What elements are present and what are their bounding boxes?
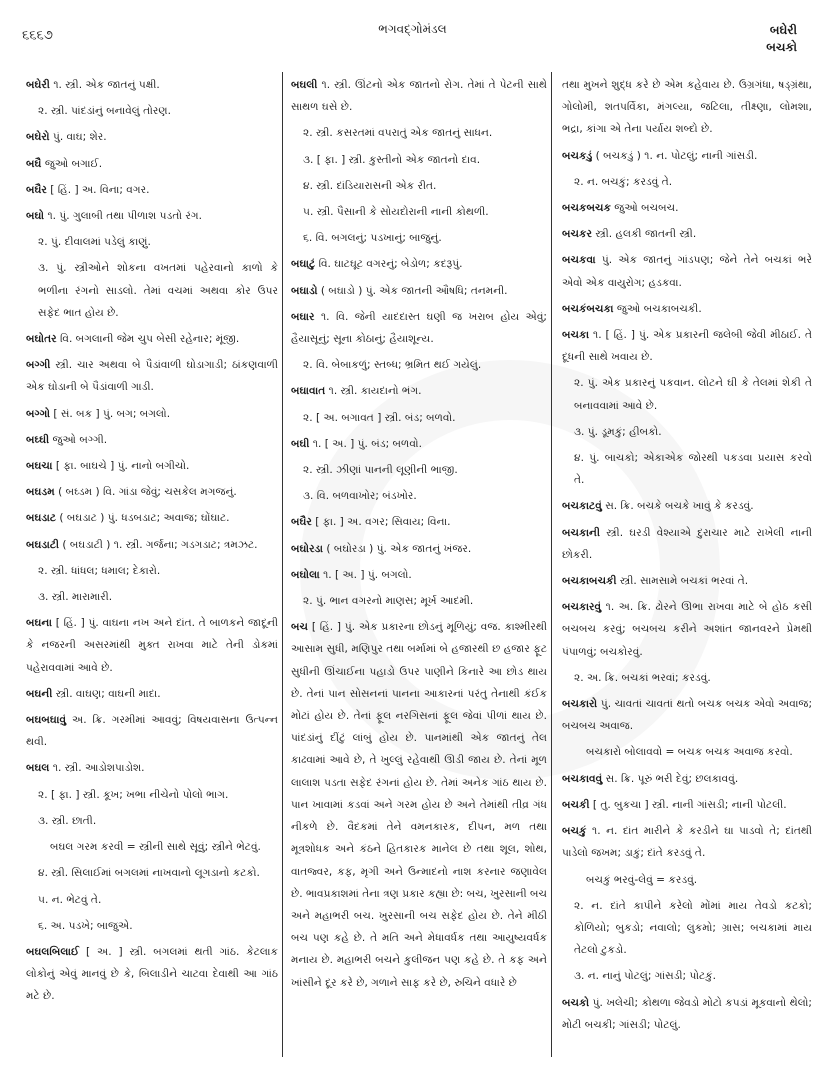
headword: બગ્ગી: [26, 359, 51, 372]
definition: [ હિં. ] પું. એક પ્રકારના છોડનું મૂળિયું; વજ. કાશ્મીરથી આસામ સુધી, મણિપુર તથા બર્મામાં બે હજારથી છ હજાર ફૂટ સુધીની ઊંચાઈના પહાડો ઉપર પાણીને કિનારે આ છોડ થાય છે. તેનાં પાન સોસનનાં પાનના આકારનાં પરંતુ તેનાથી કંઈક મોટાં હોય છે. તેનાં ફૂલ નરગિસનાં ફૂલ જેવાં પીળાં થાય છે. પાંદડાંનું દીંટું લાંબું હોય છે. પાનમાંથી એક જાતનું તેલ કાઢવામાં આવે છે, તે ખુલ્લું રહેવાથી ઊડી જાય છે. તેનાં મૂળ લાલાશ પડતા સફેદ રંગનાં હોય છે. તેમાં અનેક ગાંઠ થાય છે. પાન ખાવામાં કડવાં અને ગરમ હોય છે અને તેમાંથી તીવ્ર ગંધ નીકળે છે. વૈદકમાં તેને વમનકારક, દીપન, મળ તથા મૂત્રશોધક અને કંઠને હિતકારક માનેલ છે તથા શૂલ, શોથ, વાતજ્વર, કફ, મૃગી અને ઉન્માદનો નાશ કરનાર જણાવેલ છે. ભાવપ્રકાશમાં તેના ત્રણ પ્રકાર કહ્યા છે: બચ, ખુરસાની બચ અને મહાભરી બચ. ખુરસાની બચ સફેદ હોય છે. તેને મીઠી બચ પણ કહે છે. તે મતિ અને મેધાવર્ધક તથા આયુષ્યવર્ધક મનાય છે. મહાભરી બચને કુલીજન પણ કહે છે. તે કફ અને ખાંસીને દૂર કરે છે, ગળાને સાફ કરે છે, રુચિને વધારે છે: [291, 621, 547, 989]
dictionary-entry: [291, 74, 547, 118]
dictionary-entry: [291, 253, 547, 275]
definition: પું. ખલેચી; કોથળા જેવડો મોટો કપડાં મૂકવાનો થેલો; મોટી બચકી; ગાંસડી; પોટલું.: [562, 996, 812, 1031]
dictionary-entry: [562, 145, 812, 167]
running-title: ભગવદ્ગોમંડલ: [378, 22, 447, 36]
headword: બઘૈર: [291, 516, 312, 529]
definition: ૬. અ. પડખે; બાજુએ.: [38, 919, 133, 932]
definition: ૧. [ અ. ] પું. બગલો.: [323, 568, 412, 581]
definition: સ્ત્રી. હલકી જાતની સ્ત્રી.: [595, 228, 697, 241]
headword: બઘાર: [291, 310, 315, 323]
dictionary-entry: [26, 429, 278, 451]
entry-sense: [291, 201, 547, 223]
dictionary-entry: [26, 534, 278, 556]
dictionary-entry: [26, 328, 278, 350]
headword: બચ: [291, 621, 308, 634]
headword: બઘલી: [291, 79, 318, 91]
column-1: [26, 74, 278, 1012]
headword: બઘાવાત: [291, 385, 326, 398]
definition: પું. વાઘ; શેર.: [52, 131, 107, 144]
entry-sense: [562, 895, 812, 962]
headword: બઘની: [26, 687, 53, 700]
column-2: [291, 74, 547, 998]
headword: બઘલ: [26, 762, 50, 775]
entry-sense: [26, 810, 278, 832]
headword: બચકી: [562, 798, 590, 811]
dictionary-entry: [562, 596, 812, 663]
entry-sense: [562, 372, 812, 416]
page-header: [0, 0, 825, 72]
headword: બઘોલા: [291, 568, 320, 581]
dictionary-entry: [562, 223, 812, 245]
guide-words: [766, 22, 797, 56]
guide-word-last: બચકો: [766, 40, 797, 54]
headword: બઘચા: [26, 460, 53, 473]
headword: બઘબઘાવું: [26, 714, 67, 727]
entry-sense: [562, 965, 812, 987]
definition: [ અ. ] સ્ત્રી. બગલમાં થતી ગાંઠ. કેટલાક લોકોનું એવું માનવું છે કે, બિલાડીને ચાટવા દેવાથી આ ગાંઠ મટે છે.: [26, 945, 279, 1003]
entry-sense: [562, 74, 812, 141]
headword: બઘલબિલાઈ: [26, 945, 80, 958]
entry-sense: [26, 915, 278, 937]
definition: ૨. ન. બચકું; કરડવું તે.: [574, 175, 673, 188]
headword: બઘડાટ: [26, 512, 57, 525]
headword: બચકું: [562, 825, 587, 838]
headword: બઘના: [26, 617, 52, 630]
dictionary-entry: [562, 324, 812, 368]
headword: બચકા: [562, 329, 590, 342]
definition: ૨. પું. એક પ્રકારનું પકવાન. લોટને ઘી કે તેલમાં શેકી તે બનાવવામાં આવે છે.: [574, 377, 812, 412]
dictionary-entry: [291, 306, 547, 350]
definition: ૨. સ્ત્રી. કસરતમાં વપરાતું એક જાતનું સાધન.: [303, 127, 493, 140]
dictionary-entry: [562, 249, 812, 293]
entry-sense: [26, 560, 278, 582]
definition: સ્ત્રી. ઘરડી વેશ્યાએ દુરાચાર માટે રાખેલી નાની છોકરી.: [562, 526, 812, 561]
headword: બચકંબચકા: [562, 302, 614, 315]
dictionary-entry: [291, 616, 547, 993]
definition: વિ. બગલાની જેમ ચુપ બેસી રહેનાર; મૂંજી.: [59, 333, 240, 346]
dictionary-entry: [26, 403, 278, 425]
entry-sense: [26, 231, 278, 253]
entry-sense: [291, 227, 547, 249]
entry-sense: [26, 257, 278, 324]
entry-sense: [291, 590, 547, 612]
definition: સ્ત્રી. વાઘણ; વાઘની માદા.: [55, 687, 161, 700]
definition: ૧. સ્ત્રી. આડોશપાડોશ.: [52, 762, 145, 775]
definition: જુઓ બચબચ.: [614, 202, 679, 215]
headword: બચકો: [562, 996, 590, 1009]
dictionary-entry: [26, 205, 278, 227]
dictionary-entry: [26, 709, 278, 753]
definition: [ સં. બક ] પું. બગ; બગલો.: [53, 407, 171, 420]
definition: ૩. ન. નાનું પોટલું; ગાંસડી; પોટકું.: [574, 970, 717, 983]
definition: બચકું ભરવું-લેવું = કરડવું.: [586, 873, 698, 886]
dictionary-entry: [562, 820, 812, 864]
definition: પું. એક જાતનું ગાંડપણ; જેને તેને બચકાં ભરે એવો એક વાયુરોગ; હડકવા.: [562, 254, 812, 289]
definition: સ. ક્રિ. બચકે બચકે ખાવું કે કરડવું.: [605, 500, 754, 513]
definition: ૬. વિ. બગલનું; પડખાનું; બાજુનું.: [303, 232, 442, 245]
definition: ૨. પું. ભાન વગરનો માણસ; મૂર્ખ આદમી.: [303, 595, 474, 608]
definition: ૨. વિ. બેબાકળું; સ્તબ્ધ; ભ્રમિત થઈ ગયેલું.: [303, 359, 482, 372]
dictionary-entry: [26, 74, 278, 96]
dictionary-entry: [291, 280, 547, 302]
definition: ૫. ન. ભેટવું તે.: [38, 893, 102, 906]
entry-sense: [26, 586, 278, 608]
definition: ૪. સ્ત્રી. દાંડિયારાસની એક રીત.: [303, 179, 437, 192]
definition: સ્ત્રી. ચાર અથવા બે પૈડાંવાળી ઘોડાગાડી; ઠાંકણવાળી એક ઘોડાની બે પૈડાંવાળી ગાડી.: [26, 359, 278, 394]
definition: [ તુ. બુકચા ] સ્ત્રી. નાની ગાંસડી; નાની પોટલી.: [592, 798, 787, 811]
guide-word-first: બઘેરી: [769, 23, 797, 37]
entry-sense: [291, 175, 547, 197]
definition: જુઓ બગ્ગી.: [52, 433, 108, 446]
entry-sense: [562, 869, 812, 891]
headword: બચકાની: [562, 526, 600, 539]
headword: બચકારો: [562, 698, 598, 711]
column-divider: [282, 72, 283, 1057]
dictionary-entry: [291, 511, 547, 533]
definition: ૨. [ અ. બગાવત ] સ્ત્રી. બંડ; બળવો.: [303, 411, 456, 424]
dictionary-entry: [291, 433, 547, 455]
definition: [ હિં. ] અ. વિના; વગર.: [50, 183, 150, 196]
definition: વિ. ઘાટઘૂટ વગરનું; બેડોળ; કદરૂપું.: [318, 258, 463, 271]
definition: ૨. સ્ત્રી. ધાંધલ; ધમાલ; દેકારો.: [38, 564, 161, 577]
definition: તથા મુખને શુદ્ધ કરે છે એમ કહેવાય છે. ઉગ્રગંધા, ષડ્ગ્રંથા, ગોલોમી, શતપર્વિકા, મંગલ્યા, જટિલા, તીક્ષ્ણા, લોમશા, ભદ્રા, કાંગા એ તેના પર્યાય શબ્દો છે.: [562, 79, 812, 136]
dictionary-entry: [562, 570, 812, 592]
entry-sense: [291, 149, 547, 171]
entry-sense: [291, 354, 547, 376]
headword: બચકાબચકી: [562, 575, 617, 588]
dictionary-entry: [26, 941, 278, 1008]
headword: બઘડમ: [26, 486, 55, 499]
dictionary-entry: [26, 481, 278, 503]
definition: ૨. સ્ત્રી. પાંદડાંનું બનાવેલું તોરણ.: [38, 105, 171, 118]
dictionary-entry: [562, 794, 812, 816]
headword: બચકાવવું: [562, 772, 603, 785]
definition: ૩. [ ફા. ] સ્ત્રી. કુસ્તીનો એક જાતનો દાવ.: [303, 153, 481, 166]
dictionary-entry: [26, 153, 278, 175]
entry-sense: [291, 407, 547, 429]
column-3: [562, 74, 812, 1040]
headword: બચકબચક: [562, 202, 611, 215]
definition: ૨. ન. દાંતે કાપીને કરેલો મોંમાં માય તેવડો કટકો; કોળિયો; બુકડો; નવાલો; લુકમો; ગ્રાસ; બચકામાં માય તેટલો ટુકડો.: [574, 899, 812, 957]
dictionary-entry: [562, 495, 812, 517]
definition: સ. ક્રિ. પૂરું ભરી દેવું; છલકાવવું.: [605, 772, 739, 785]
definition: ૨. અ. ક્રિ. બચકાં ભરવાં; કરડવું.: [574, 671, 711, 684]
headword: બઘ્ઘી: [26, 433, 50, 446]
headword: બચકડું: [562, 149, 593, 162]
headword: બઘાટું: [291, 258, 316, 271]
headword: બઘી: [291, 437, 310, 450]
dictionary-entry: [26, 683, 278, 705]
entry-sense: [562, 741, 812, 763]
headword: બઘેરી: [26, 79, 50, 91]
headword: બઘૈર: [26, 183, 47, 196]
entry-sense: [562, 421, 812, 443]
page-number: ૬૬૬૭: [22, 28, 53, 43]
definition: ૧. સ્ત્રી. ઊંટનો એક જાતનો રોગ. તેમાં તે પેટની સાથે સાથળ ઘસે છે.: [291, 79, 547, 114]
definition: સ્ત્રી. સામસામે બચકાં ભરવાં તે.: [619, 575, 749, 588]
headword: બઘો: [26, 210, 45, 223]
definition: ૧. સ્ત્રી. કાયદાનો ભંગ.: [328, 385, 422, 398]
dictionary-entry: [26, 126, 278, 148]
column-divider: [551, 72, 552, 1057]
entry-sense: [562, 667, 812, 689]
dictionary-entry: [562, 298, 812, 320]
definition: ૩. પું. ડૂમકું; હીબકો.: [574, 425, 662, 438]
dictionary-entry: [291, 538, 547, 560]
entry-sense: [291, 459, 547, 481]
headword: બચકાટવું: [562, 500, 602, 513]
dictionary-entry: [26, 179, 278, 201]
definition: ૩. વિ. બળવાખોર; બંડખોર.: [303, 490, 417, 503]
definition: ૨. [ ફા. ] સ્ત્રી. કૂખ; ખભા નીચેનો પોલો ભાગ.: [38, 788, 229, 801]
dictionary-entry: [562, 992, 812, 1036]
definition: ૨. સ્ત્રી. ઝીણાં પાનની લૂણીની ભાજી.: [303, 464, 458, 477]
definition: ૧. [ હિં. ] પું. એક પ્રકારની જલેબી જેવી મીઠાઈ. તે દૂધની સાથે ખવાય છે.: [562, 329, 812, 364]
definition: અ. ક્રિ. ગરમીમાં આવવું; વિષયવાસના ઉત્પન્ન થવી.: [26, 714, 278, 749]
headword: બઘૈ: [26, 157, 42, 170]
headword: બઘડાટી: [26, 538, 60, 551]
definition: ( બઘોરડા ) પું. એક જાતનું ખંજર.: [326, 542, 472, 555]
dictionary-entry: [562, 522, 812, 566]
definition: ૧. ન. દાંત મારીને કે કરડીને ઘા પાડવો તે; દાંતથી પાડેલો જખમ; ડાકું; દાંતે કરડવું તે.: [562, 825, 812, 860]
entry-sense: [26, 862, 278, 884]
dictionary-entry: [291, 564, 547, 586]
definition: ૧. [ અ. ] પું. બંડ; બળવો.: [312, 437, 422, 450]
headword: બચકર: [562, 228, 592, 241]
definition: ( બઘ્ડમ ) વિ. ગાંડા જેવું; ચસકેલ મગજનું.: [58, 486, 237, 499]
dictionary-entry: [562, 197, 812, 219]
dictionary-entry: [26, 455, 278, 477]
entry-sense: [562, 447, 812, 491]
dictionary-entry: [26, 507, 278, 529]
headword: બઘોતર: [26, 333, 57, 346]
definition: જુઓ બચકાબચકી.: [616, 302, 702, 315]
headword: બગ્ગો: [26, 407, 50, 420]
definition: ૧. સ્ત્રી. એક જાતનું પક્ષી.: [53, 79, 160, 91]
entry-sense: [26, 100, 278, 122]
dictionary-entry: [26, 757, 278, 779]
definition: ૧. વિ. જેની યાદદાસ્ત ઘણી જ ખરાબ હોય એવું; હૈયાસૂનું; સૂના કોઠાનું; હૈયાશૂન્ય.: [291, 310, 547, 346]
definition: [ ફા. ] અ. વગર; સિવાય; વિના.: [315, 516, 451, 529]
definition: બચકારો બોલાવવો = બચક બચક અવાજ કરવો.: [586, 746, 793, 759]
definition: ૩. સ્ત્રી. છાતી.: [38, 814, 97, 827]
definition: ૩. પું. સ્ત્રીઓને શોકના વખતમાં પહેરવાનો કાળો કે ભળીના રંગનો સાડલો. તેમાં વચમાં અથવા કોર ઉપર સફેદ ભાત હોય છે.: [38, 262, 278, 319]
definition: ( બચકડું ) ૧. ન. પોટલું; નાની ગાંસડી.: [595, 149, 758, 162]
entry-sense: [291, 485, 547, 507]
definition: બઘલ ગરમ કરવી = સ્ત્રીની સાથે સૂવું; સ્ત્રીને ભેટવું.: [50, 841, 261, 854]
definition: ૪. સ્ત્રી. સિલાઈમાં બગલમાં નાખવાનો લૂગડાનો કટકો.: [38, 867, 260, 880]
definition: ૧. અ. ક્રિ. ઢોરને ઊભા રાખવા માટે બે હોઠ કસી બચબચ કરવું; બચબચ કરીને અશાંત જાનવરને પ્રેમથી પંપાળવું; બચકોરવું.: [562, 601, 812, 658]
entry-sense: [26, 836, 278, 858]
entry-sense: [26, 889, 278, 911]
entry-sense: [26, 784, 278, 806]
definition: ૧. પું. ગુલાબી તથા પીળાશ પડતો રંગ.: [47, 210, 202, 223]
entry-sense: [291, 122, 547, 144]
headword: બઘાડો: [291, 284, 318, 297]
headword: બઘોરડા: [291, 542, 323, 555]
definition: [ ફા. બાઘચે ] પું. નાનો બગીચો.: [55, 460, 190, 473]
headword: બચકારવું: [562, 601, 602, 614]
dictionary-entry: [291, 380, 547, 402]
dictionary-entry: [562, 768, 812, 790]
definition: ૫. સ્ત્રી. પૈસાની કે સોયદોરાની નાની કોથળી.: [303, 206, 489, 219]
definition: ( બઘાડો ) પું. એક જાતની ઔષધિ; તનમની.: [320, 284, 508, 297]
headword: બઘેરો: [26, 131, 50, 144]
dictionary-entry: [26, 612, 278, 679]
dictionary-entry: [26, 354, 278, 398]
definition: ૩. સ્ત્રી. મારામારી.: [38, 591, 113, 604]
definition: પું. ચાવતાં ચાવતાં થતો બચક બચક એવો અવાજ; બચબચ અવાજ.: [562, 698, 813, 733]
entry-sense: [562, 171, 812, 193]
definition: જુઓ બગાઈ.: [44, 157, 103, 170]
headword: બચકવા: [562, 254, 596, 267]
definition: ૪. પું. બાચકો; એકાએક જોરથી પકડવા પ્રયાસ કરવો તે.: [574, 452, 812, 487]
definition: ( બઘડાટ ) પું. ધડબડાટ; અવાજ; ઘોંઘાટ.: [59, 512, 230, 525]
definition: [ હિં. ] પું. વાઘના નખ અને દાંત. તે બાળકને જાદૂની કે નજરની અસરમાંથી મુક્ત રાખવા માટે તેની ડોકમાં પહેરાવવામાં આવે છે.: [26, 617, 278, 674]
definition: ( બઘડાટી ) ૧. સ્ત્રી. ગર્જના; ગડગડાટ; ત્રમઝટ.: [62, 538, 258, 551]
definition: ૨. પું. દીવાલમાં પડેલું કાણું.: [38, 236, 151, 249]
dictionary-entry: [562, 693, 812, 737]
